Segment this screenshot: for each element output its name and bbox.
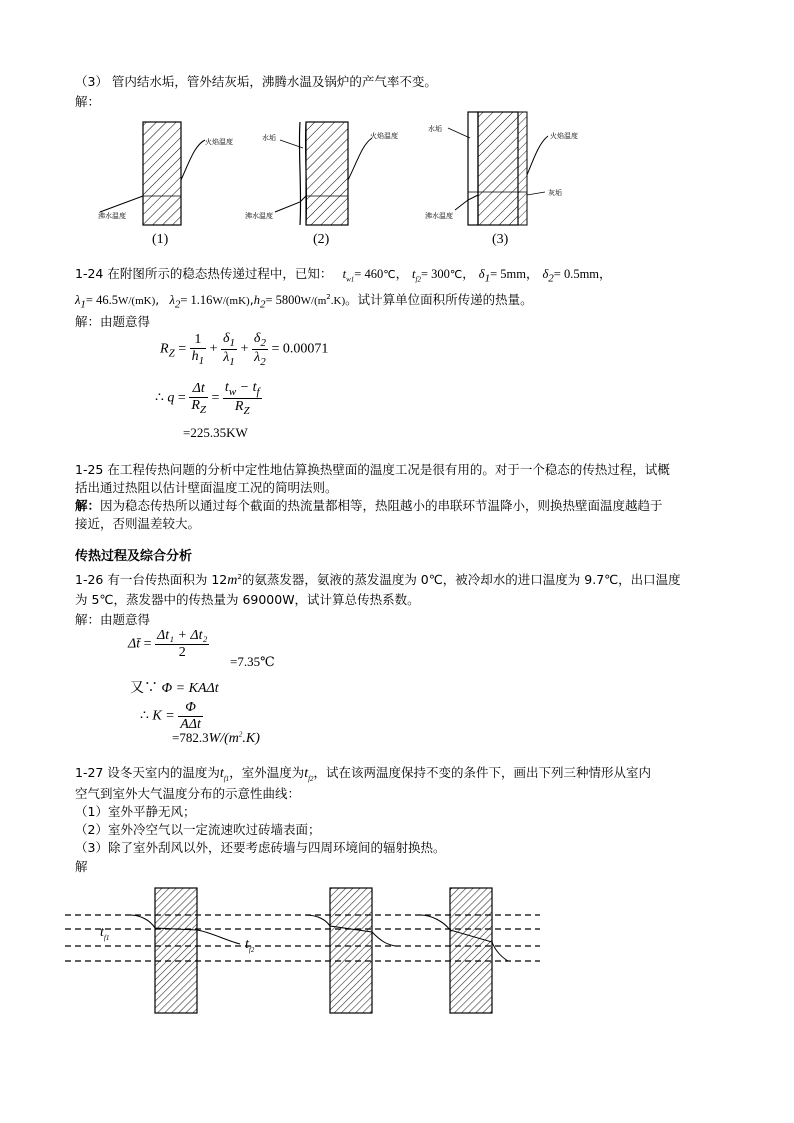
diagram3-boil-label: 沸水温度 (425, 212, 453, 220)
wall-temperature-distribution-figure (0, 880, 794, 1030)
diagram3-ash-label: 灰垢 (548, 189, 562, 197)
problem-1-26-solution-label: 解：由题意得 (75, 612, 151, 627)
problem-1-27-item3: （3）除了室外刮风以外，还要考虑砖墙与四周环境间的辐射换热。 (75, 840, 446, 855)
problem-1-25-line1: 1-25 在工程传热问题的分析中定性地估算换热壁面的温度工况是很有用的。对于一个稳态的传热过程，试概 (75, 462, 670, 477)
problem-1-25-answer-line2: 接近，否则温差较大。 (75, 516, 201, 531)
problem-1-27-item2: （2）室外冷空气以一定流速吹过砖墙表面； (75, 822, 321, 837)
diagram1-caption: (1) (152, 232, 169, 247)
problem-1-25-answer-line1: 解：因为稳态传热所以通过每个截面的热流量都相等，热阻越小的串联环节温降小，则换热壁面温度越趋于 (75, 498, 663, 513)
diagram1-boil-label: 沸水温度 (98, 212, 126, 220)
tf1-label: $t_{f1}$ (100, 925, 110, 942)
diagram3-scale-label: 水垢 (428, 125, 442, 133)
problem-1-27-item1: （1）室外平静无风； (75, 804, 196, 819)
wall-2 (330, 888, 372, 1013)
diagram2-caption: (2) (313, 232, 330, 247)
diagram3-fire-label: 火焰温度 (550, 132, 578, 140)
diagram-2 (275, 122, 372, 225)
diagram-3 (448, 112, 548, 225)
rz-formula: $R_Z$ = $\frac{1}{h_1}$ + $\frac{\delta_1}{\lambda_1}$ + $\frac{\delta_2}{\lambda_2}$ = 0.00071 (160, 331, 329, 368)
dt-mean-value: =7.35℃ (230, 654, 275, 669)
problem-1-26-line1: 1-26 有一台传热面积为 $12m^2$的氨蒸发器，氨液的蒸发温度为 0℃，被冷却水的进口温度为 9.7℃，出口温度 (75, 572, 681, 588)
problem-1-27-line2: 空气到室外大气温度分布的示意性曲线： (75, 786, 301, 801)
tf2-label: $t_{f2}$ (245, 937, 255, 954)
wall-3 (450, 888, 492, 1013)
problem-1-27-solution-label: 解 (75, 859, 88, 874)
problem-1-24-solution-label: 解：由题意得 (75, 314, 151, 329)
problem-3-statement: （3） 管内结水垢，管外结灰垢，沸腾水温及锅炉的产气率不变。 (75, 74, 437, 89)
problem-1-25-line2: 括出通过热阻以估计壁面温度工况的简明法则。 (75, 480, 338, 495)
diagram1-fire-label: 火焰温度 (205, 138, 233, 146)
wall-1 (155, 888, 197, 1013)
problem-1-27-line1: 1-27 设冬天室内的温度为$t_{f1}$，室外温度为$t_{f2}$，试在该两温度保持不变的条件下，画出下列三种情形从室内 (75, 765, 652, 783)
phi-formula: 又∵ Φ = KAΔt (130, 681, 219, 696)
problem-1-24-line2: $\lambda_1= 46.5W/(mK)$, $\lambda_2= 1.16W/(mK),h_2= 5800W/(m^2.K)$。试计算单位面积所传递的热量。 (75, 292, 533, 311)
problem-1-26-line2: 为 5℃，蒸发器中的传热量为 69000W，试计算总传热系数。 (75, 592, 420, 607)
diagram-1 (100, 122, 205, 225)
diagram2-fire-label: 火焰温度 (370, 132, 398, 140)
diagram2-boil-label: 沸水温度 (245, 212, 273, 220)
q-formula: ∴ q = $\frac{\Delta t}{R_Z}$ = $\frac{t_w - t_f}{R_Z}$ (155, 380, 260, 417)
dt-mean-formula: Δt̄ = $\frac{\text{Δt₁ + Δt₂}}{2}$ (128, 628, 208, 660)
solution-label: 解： (75, 94, 101, 109)
section-title: 传热过程及综合分析 (75, 549, 193, 564)
k-formula: ∴ K = $\frac{\Phi}{\text{AΔt}}$ (140, 700, 201, 732)
q-result: =225.35KW (183, 425, 248, 440)
diagram3-caption: (3) (492, 232, 509, 247)
diagram2-scale-label: 水垢 (262, 134, 276, 142)
problem-1-24-line1: 1-24 在附图所示的稳态热传递过程中，已知： $t_{w1}=$ 460℃， $t_{f2}=$ 300℃， $\delta_1= 5mm$， $\delta_2= 0.5mm$， (75, 266, 612, 285)
k-value: $=782.3W/(m^2.K)$ (172, 730, 260, 746)
